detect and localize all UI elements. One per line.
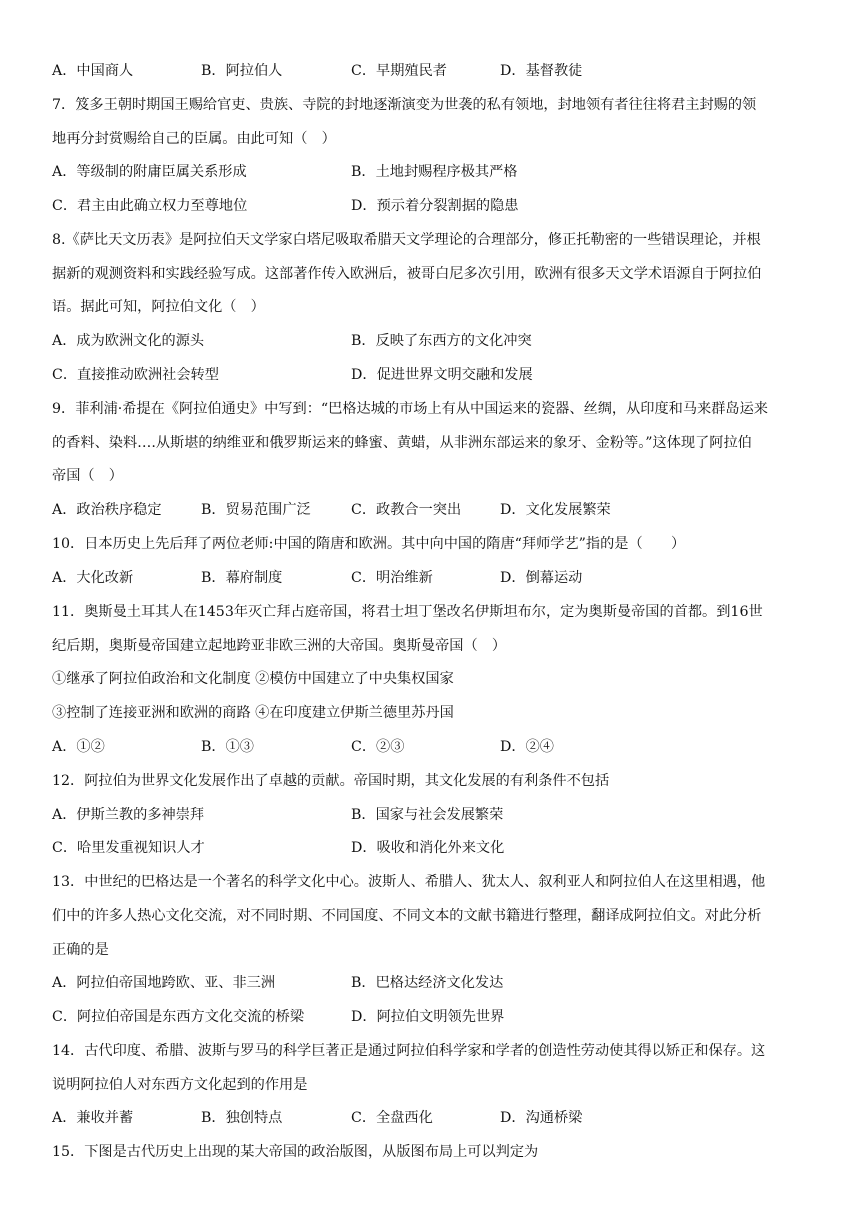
q11-option-a: A．①②: [52, 739, 105, 755]
q7-option-d: D．预示着分裂割据的隐患: [351, 198, 519, 214]
q13-stem-line-3: 正确的是: [52, 942, 109, 958]
q9-stem-line-3: 帝国（ ）: [52, 468, 123, 484]
q10-option-d: D．倒幕运动: [500, 570, 583, 586]
q6-option-c: C．早期殖民者: [351, 63, 447, 79]
q6-option-a: A．中国商人: [52, 63, 134, 79]
q13-option-a: A．阿拉伯帝国地跨欧、亚、非三洲: [52, 975, 276, 991]
q7-stem-line-1: 7．笈多王朝时期国王赐给官吏、贵族、寺院的封地逐渐演变为世袭的私有领地，封地领有者往往将君主封赐的领: [52, 97, 757, 113]
q9-option-b: B．贸易范围广泛: [201, 502, 311, 518]
q11-stem-line-1: 11．奥斯曼土耳其人在1453年灭亡拜占庭帝国，将君士坦丁堡改名伊斯坦布尔，定为奥斯曼帝国的首都。到16世: [52, 604, 763, 620]
q7-option-a: A．等级制的附庸臣属关系形成: [52, 164, 247, 180]
q8-option-b: B．反映了东西方的文化冲突: [351, 333, 532, 349]
q14-stem-line-2: 说明阿拉伯人对东西方文化起到的作用是: [52, 1077, 308, 1093]
q13-option-d: D．阿拉伯文明领先世界: [351, 1009, 505, 1025]
q6-option-b: B．阿拉伯人: [201, 63, 283, 79]
q7-option-c: C．君主由此确立权力至尊地位: [52, 198, 248, 214]
q6-option-d: D．基督教徒: [500, 63, 583, 79]
q11-option-d: D．②④: [500, 739, 554, 755]
q8-stem-line-1: 8.《萨比天文历表》是阿拉伯天文学家白塔尼吸取希腊天文学理论的合理部分，修正托勒密的一些错误理论，并根: [52, 232, 761, 248]
q9-stem-line-2: 的香料、染料….从斯堪的纳维亚和俄罗斯运来的蜂蜜、黄蜡，从非洲东部运来的象牙、金粉等。”这体现了阿拉伯: [52, 435, 752, 451]
q10-option-c: C．明治维新: [351, 570, 433, 586]
q14-option-b: B．独创特点: [201, 1110, 283, 1126]
q9-option-c: C．政教合一突出: [351, 502, 462, 518]
q14-stem-line-1: 14．古代印度、希腊、波斯与罗马的科学巨著正是通过阿拉伯科学家和学者的创造性劳动使其得以矫正和保存。这: [52, 1043, 766, 1059]
q8-stem-line-2: 据新的观测资料和实践经验写成。这部著作传入欧洲后，被哥白尼多次引用，欧洲有很多天文学术语源自于阿拉伯: [52, 266, 762, 282]
q12-option-d: D．吸收和消化外来文化: [351, 840, 505, 856]
q13-option-c: C．阿拉伯帝国是东西方文化交流的桥梁: [52, 1009, 305, 1025]
q13-stem-line-1: 13．中世纪的巴格达是一个著名的科学文化中心。波斯人、希腊人、犹太人、叙利亚人和阿拉伯人在这里相遇，他: [52, 874, 766, 890]
q7-stem-line-2: 地再分封赏赐给自己的臣属。由此可知（ ）: [52, 131, 336, 147]
q11-stem-line-2: 纪后期，奥斯曼帝国建立起地跨亚非欧三洲的大帝国。奥斯曼帝国（ ）: [52, 638, 507, 654]
q8-stem-line-3: 语。据此可知，阿拉伯文化（ ）: [52, 299, 265, 315]
q13-option-b: B．巴格达经济文化发达: [351, 975, 504, 991]
q11-option-c: C．②③: [351, 739, 405, 755]
q10-option-a: A．大化改新: [52, 570, 134, 586]
q12-option-b: B．国家与社会发展繁荣: [351, 807, 504, 823]
q11-option-b: B．①③: [201, 739, 254, 755]
q7-option-b: B．土地封赐程序极其严格: [351, 164, 518, 180]
q9-stem-line-1: 9．菲利浦·希提在《阿拉伯通史》中写到：“巴格达城的市场上有从中国运来的瓷器、丝绸，从印度和马来群岛运来: [52, 401, 768, 417]
q9-option-a: A．政治秩序稳定: [52, 502, 162, 518]
q14-option-d: D．沟通桥梁: [500, 1110, 583, 1126]
q12-option-a: A．伊斯兰教的多神崇拜: [52, 807, 205, 823]
q10-stem-line-1: 10．日本历史上先后拜了两位老师:中国的隋唐和欧洲。其中向中国的隋唐“拜师学艺”指的是（ ）: [52, 536, 686, 552]
q12-stem-line-1: 12．阿拉伯为世界文化发展作出了卓越的贡献。帝国时期，其文化发展的有利条件不包括: [52, 773, 610, 789]
q9-option-d: D．文化发展繁荣: [500, 502, 611, 518]
q13-stem-line-2: 们中的许多人热心文化交流，对不同时期、不同国度、不同文本的文献书籍进行整理，翻译成阿拉伯文。对此分析: [52, 908, 762, 924]
q15-stem-line-1: 15．下图是古代历史上出现的某大帝国的政治版图，从版图布局上可以判定为: [52, 1144, 539, 1160]
q8-option-a: A．成为欧洲文化的源头: [52, 333, 205, 349]
q10-option-b: B．幕府制度: [201, 570, 283, 586]
q12-option-c: C．哈里发重视知识人才: [52, 840, 205, 856]
q14-option-a: A．兼收并蓄: [52, 1110, 134, 1126]
q11-stem-line-3: ①继承了阿拉伯政治和文化制度 ②模仿中国建立了中央集权国家: [52, 671, 454, 687]
q14-option-c: C．全盘西化: [351, 1110, 433, 1126]
q11-stem-line-4: ③控制了连接亚洲和欧洲的商路 ④在印度建立伊斯兰德里苏丹国: [52, 705, 454, 721]
q8-option-d: D．促进世界文明交融和发展: [351, 367, 533, 383]
q8-option-c: C．直接推动欧洲社会转型: [52, 367, 219, 383]
